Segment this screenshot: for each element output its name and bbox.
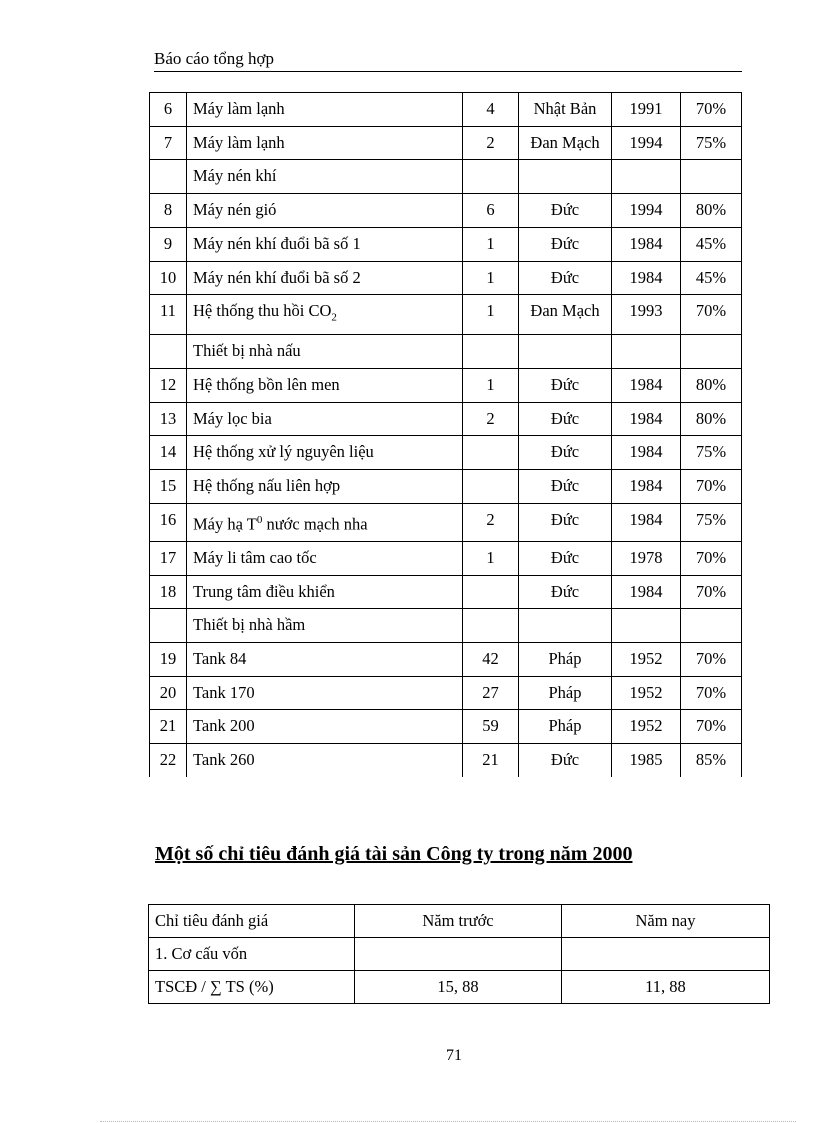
index-criteria: 1. Cơ cấu vốn bbox=[149, 938, 355, 971]
equipment-quantity: 21 bbox=[463, 744, 519, 777]
equipment-remaining-rate: 80% bbox=[681, 194, 742, 228]
equipment-origin: Đức bbox=[519, 503, 612, 541]
page-number: 71 bbox=[446, 1047, 462, 1064]
row-number: 15 bbox=[150, 470, 187, 504]
equipment-quantity: 1 bbox=[463, 261, 519, 295]
page-header bbox=[154, 48, 742, 72]
equipment-year bbox=[612, 335, 681, 369]
equipment-year: 1984 bbox=[612, 261, 681, 295]
equipment-remaining-rate: 85% bbox=[681, 744, 742, 777]
section-title: Một số chỉ tiêu đánh giá tài sản Công ty trong năm 2000 bbox=[155, 843, 633, 865]
equipment-row bbox=[150, 160, 742, 194]
index-row bbox=[149, 938, 770, 971]
equipment-name: Máy li tâm cao tốc bbox=[187, 541, 463, 575]
equipment-remaining-rate: 45% bbox=[681, 261, 742, 295]
equipment-name: Thiết bị nhà nấu bbox=[187, 335, 463, 369]
equipment-remaining-rate: 70% bbox=[681, 541, 742, 575]
equipment-row bbox=[150, 710, 742, 744]
row-number: 14 bbox=[150, 436, 187, 470]
row-number: 22 bbox=[150, 744, 187, 777]
row-number bbox=[150, 609, 187, 643]
equipment-origin: Đức bbox=[519, 227, 612, 261]
equipment-remaining-rate: 70% bbox=[681, 295, 742, 335]
equipment-year: 1952 bbox=[612, 643, 681, 677]
equipment-row bbox=[150, 503, 742, 541]
equipment-name: Máy nén khí đuổi bã số 2 bbox=[187, 261, 463, 295]
equipment-row bbox=[150, 676, 742, 710]
equipment-table bbox=[149, 92, 742, 777]
report-title: Báo cáo tổng hợp bbox=[154, 49, 274, 68]
equipment-quantity bbox=[463, 335, 519, 369]
equipment-year: 1984 bbox=[612, 368, 681, 402]
asset-index-table bbox=[148, 904, 770, 1004]
equipment-name: Tank 170 bbox=[187, 676, 463, 710]
row-number: 6 bbox=[150, 93, 187, 127]
equipment-origin: Pháp bbox=[519, 676, 612, 710]
equipment-year: 1993 bbox=[612, 295, 681, 335]
row-number: 8 bbox=[150, 194, 187, 228]
equipment-origin: Pháp bbox=[519, 710, 612, 744]
row-number: 7 bbox=[150, 126, 187, 160]
equipment-remaining-rate: 45% bbox=[681, 227, 742, 261]
equipment-name: Tank 84 bbox=[187, 643, 463, 677]
row-number: 11 bbox=[150, 295, 187, 335]
row-number: 21 bbox=[150, 710, 187, 744]
equipment-origin: Pháp bbox=[519, 643, 612, 677]
equipment-origin: Đức bbox=[519, 368, 612, 402]
equipment-name: Máy nén khí đuổi bã số 1 bbox=[187, 227, 463, 261]
equipment-row bbox=[150, 402, 742, 436]
equipment-quantity: 59 bbox=[463, 710, 519, 744]
equipment-quantity bbox=[463, 470, 519, 504]
equipment-quantity: 1 bbox=[463, 227, 519, 261]
equipment-remaining-rate: 70% bbox=[681, 710, 742, 744]
equipment-row bbox=[150, 335, 742, 369]
equipment-year: 1978 bbox=[612, 541, 681, 575]
equipment-row bbox=[150, 609, 742, 643]
equipment-name: Trung tâm điều khiển bbox=[187, 575, 463, 609]
equipment-origin: Đức bbox=[519, 744, 612, 777]
row-number: 17 bbox=[150, 541, 187, 575]
equipment-quantity: 1 bbox=[463, 295, 519, 335]
equipment-year: 1984 bbox=[612, 436, 681, 470]
row-number: 13 bbox=[150, 402, 187, 436]
equipment-name: Máy nén khí bbox=[187, 160, 463, 194]
equipment-row bbox=[150, 575, 742, 609]
equipment-year: 1984 bbox=[612, 227, 681, 261]
equipment-quantity: 2 bbox=[463, 402, 519, 436]
equipment-name: Thiết bị nhà hầm bbox=[187, 609, 463, 643]
row-number bbox=[150, 160, 187, 194]
equipment-remaining-rate: 80% bbox=[681, 368, 742, 402]
row-number bbox=[150, 335, 187, 369]
equipment-row bbox=[150, 436, 742, 470]
equipment-remaining-rate: 75% bbox=[681, 503, 742, 541]
equipment-name: Tank 260 bbox=[187, 744, 463, 777]
equipment-origin: Đức bbox=[519, 402, 612, 436]
equipment-quantity bbox=[463, 575, 519, 609]
equipment-remaining-rate: 70% bbox=[681, 470, 742, 504]
equipment-origin: Đan Mạch bbox=[519, 126, 612, 160]
equipment-remaining-rate: 80% bbox=[681, 402, 742, 436]
equipment-name: Hệ thống nấu liên hợp bbox=[187, 470, 463, 504]
equipment-row bbox=[150, 295, 742, 335]
header-this-year: Năm nay bbox=[562, 905, 770, 938]
equipment-year bbox=[612, 160, 681, 194]
row-number: 16 bbox=[150, 503, 187, 541]
equipment-name: Máy nén gió bbox=[187, 194, 463, 228]
index-prev-value: 15, 88 bbox=[355, 971, 562, 1004]
row-number: 10 bbox=[150, 261, 187, 295]
equipment-name: Hệ thống bồn lên men bbox=[187, 368, 463, 402]
equipment-remaining-rate: 70% bbox=[681, 643, 742, 677]
equipment-year: 1984 bbox=[612, 503, 681, 541]
page-bottom-rule bbox=[100, 1121, 796, 1122]
equipment-row bbox=[150, 470, 742, 504]
equipment-quantity bbox=[463, 436, 519, 470]
equipment-origin bbox=[519, 609, 612, 643]
equipment-quantity: 27 bbox=[463, 676, 519, 710]
index-row bbox=[149, 971, 770, 1004]
equipment-quantity: 2 bbox=[463, 503, 519, 541]
index-this-value bbox=[562, 938, 770, 971]
equipment-origin bbox=[519, 335, 612, 369]
equipment-name: Máy lọc bia bbox=[187, 402, 463, 436]
equipment-year: 1984 bbox=[612, 575, 681, 609]
equipment-year bbox=[612, 609, 681, 643]
index-header-row bbox=[149, 905, 770, 938]
equipment-origin: Nhật Bản bbox=[519, 93, 612, 127]
equipment-quantity bbox=[463, 160, 519, 194]
equipment-origin: Đức bbox=[519, 470, 612, 504]
equipment-year: 1991 bbox=[612, 93, 681, 127]
equipment-name: Tank 200 bbox=[187, 710, 463, 744]
equipment-origin: Đức bbox=[519, 575, 612, 609]
equipment-row bbox=[150, 126, 742, 160]
equipment-remaining-rate bbox=[681, 335, 742, 369]
equipment-origin: Đức bbox=[519, 194, 612, 228]
equipment-quantity: 2 bbox=[463, 126, 519, 160]
row-number: 19 bbox=[150, 643, 187, 677]
row-number: 9 bbox=[150, 227, 187, 261]
equipment-year: 1984 bbox=[612, 470, 681, 504]
equipment-origin: Đức bbox=[519, 541, 612, 575]
equipment-origin: Đức bbox=[519, 436, 612, 470]
equipment-remaining-rate: 70% bbox=[681, 575, 742, 609]
header-criteria: Chỉ tiêu đánh giá bbox=[149, 905, 355, 938]
equipment-row bbox=[150, 744, 742, 777]
equipment-name: Máy làm lạnh bbox=[187, 93, 463, 127]
equipment-quantity: 1 bbox=[463, 368, 519, 402]
index-criteria: TSCĐ / ∑ TS (%) bbox=[149, 971, 355, 1004]
equipment-remaining-rate: 75% bbox=[681, 436, 742, 470]
equipment-row bbox=[150, 368, 742, 402]
equipment-name: Máy làm lạnh bbox=[187, 126, 463, 160]
equipment-row bbox=[150, 93, 742, 127]
equipment-quantity: 4 bbox=[463, 93, 519, 127]
equipment-year: 1994 bbox=[612, 194, 681, 228]
equipment-quantity bbox=[463, 609, 519, 643]
index-prev-value bbox=[355, 938, 562, 971]
equipment-year: 1985 bbox=[612, 744, 681, 777]
equipment-remaining-rate: 70% bbox=[681, 93, 742, 127]
equipment-origin: Đức bbox=[519, 261, 612, 295]
equipment-row bbox=[150, 261, 742, 295]
equipment-remaining-rate bbox=[681, 160, 742, 194]
equipment-year: 1994 bbox=[612, 126, 681, 160]
equipment-row bbox=[150, 643, 742, 677]
equipment-quantity: 6 bbox=[463, 194, 519, 228]
equipment-remaining-rate bbox=[681, 609, 742, 643]
equipment-row bbox=[150, 227, 742, 261]
row-number: 18 bbox=[150, 575, 187, 609]
equipment-year: 1984 bbox=[612, 402, 681, 436]
equipment-year: 1952 bbox=[612, 710, 681, 744]
index-this-value: 11, 88 bbox=[562, 971, 770, 1004]
equipment-origin bbox=[519, 160, 612, 194]
equipment-quantity: 42 bbox=[463, 643, 519, 677]
equipment-remaining-rate: 75% bbox=[681, 126, 742, 160]
equipment-name: Hệ thống thu hồi $CO_2$ bbox=[187, 295, 463, 335]
equipment-quantity: 1 bbox=[463, 541, 519, 575]
equipment-name: Hệ thống xử lý nguyên liệu bbox=[187, 436, 463, 470]
equipment-origin: Đan Mạch bbox=[519, 295, 612, 335]
row-number: 12 bbox=[150, 368, 187, 402]
equipment-row bbox=[150, 541, 742, 575]
row-number: 20 bbox=[150, 676, 187, 710]
equipment-remaining-rate: 70% bbox=[681, 676, 742, 710]
header-prev-year: Năm trước bbox=[355, 905, 562, 938]
equipment-row bbox=[150, 194, 742, 228]
equipment-year: 1952 bbox=[612, 676, 681, 710]
equipment-name: Máy hạ $T^0$ nước mạch nha bbox=[187, 503, 463, 541]
